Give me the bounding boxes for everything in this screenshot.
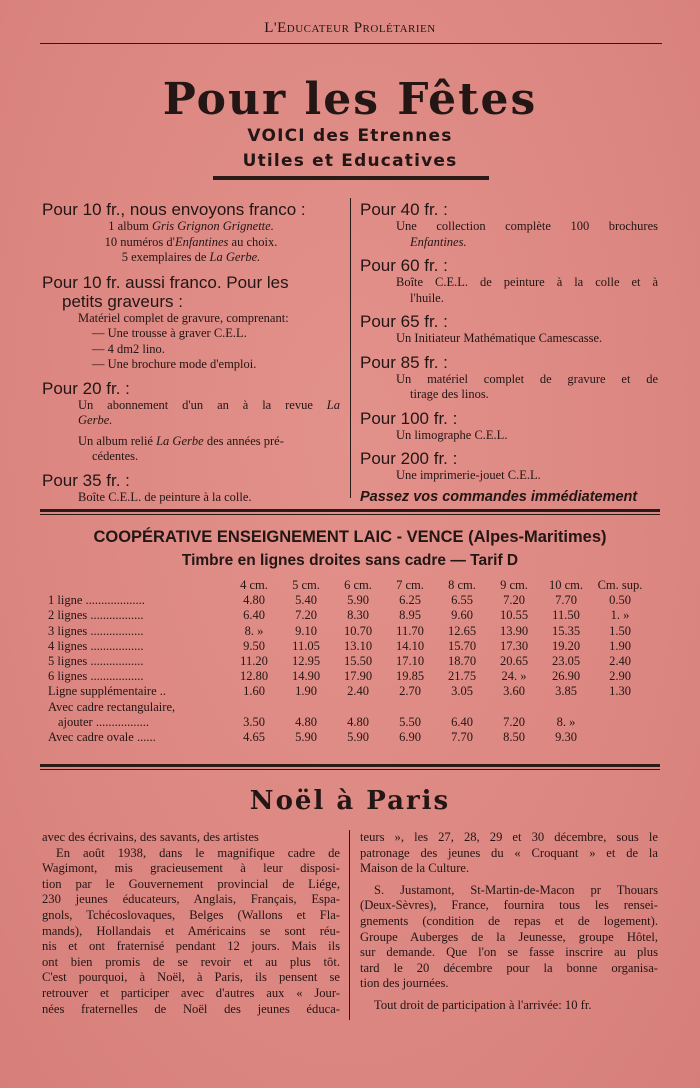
noel-left-line: ont bien promis de se revoir et au plus tôt. xyxy=(42,954,340,969)
page-title: Pour les Fêtes xyxy=(162,74,538,125)
noel-title: Noël à Paris xyxy=(249,786,451,816)
tarif-row-label: ajouter ................. xyxy=(58,714,149,729)
noel-left-column xyxy=(42,830,340,1017)
offers-right-column xyxy=(360,200,658,505)
tarif-cell: 19.85 xyxy=(395,669,425,684)
tarif-row xyxy=(40,593,648,608)
tarif-cell xyxy=(228,700,280,715)
tarif-row-label: Avec cadre ovale ...... xyxy=(48,729,156,744)
tarif-cell: 1.90 xyxy=(295,684,317,699)
offer-40fr-item-1-cont: Enfantines. xyxy=(410,234,467,249)
tarif-column-header: 9 cm. xyxy=(500,578,528,593)
tarif-cell: 9.50 xyxy=(243,638,265,653)
title-rule xyxy=(213,176,489,180)
tarif-column-header: 7 cm. xyxy=(396,578,424,593)
tarif-column-header: 4 cm. xyxy=(240,578,268,593)
offers-column-divider xyxy=(350,198,351,498)
noel-left-line: mands), Hollandais et Américains se sont réu- xyxy=(42,923,340,938)
tarif-cell: 12.65 xyxy=(447,623,477,638)
tarif-cell: 5.90 xyxy=(295,729,317,744)
tarif-cell: 6.25 xyxy=(399,593,421,608)
tarif-cell: 23.05 xyxy=(551,654,581,669)
tarif-cell: 13.10 xyxy=(343,638,373,653)
offer-100fr-heading: Pour 100 fr. : xyxy=(360,408,458,428)
tarif-cell: 21.75 xyxy=(447,669,477,684)
tarif-cell: 12.95 xyxy=(291,654,321,669)
tarif-cell: 1.60 xyxy=(243,684,265,699)
tarif-cell: 9.60 xyxy=(451,608,473,623)
tarif-cell: 15.70 xyxy=(447,638,477,653)
offer-100fr-item-1: Un limographe C.E.L. xyxy=(396,427,508,442)
running-header: L'Educateur Prolétarien xyxy=(264,20,436,36)
noel-right-line: gnements (condition de repas et de logement). xyxy=(360,913,658,928)
tarif-column-header: 8 cm. xyxy=(448,578,476,593)
tarif-cell: 6.55 xyxy=(451,593,473,608)
tarif-column-header: 6 cm. xyxy=(344,578,372,593)
noel-left-line: tion par le Gouvernement provincial de Liége, xyxy=(42,876,340,891)
offer-85fr-item-1-cont: tirage des linos. xyxy=(410,387,489,401)
tarif-cell: 26.90 xyxy=(551,669,581,684)
offer-60fr-heading: Pour 60 fr. : xyxy=(360,256,448,275)
tarif-cell: 1.30 xyxy=(609,684,631,699)
tarif-row-label: Ligne supplémentaire .. xyxy=(48,684,167,699)
tarif-cell: 17.90 xyxy=(343,669,373,684)
tarif-cell: 7.20 xyxy=(503,714,525,729)
tarif-cell: 4.80 xyxy=(243,593,265,608)
tarif-cell: 3.60 xyxy=(503,684,525,699)
tarif-row xyxy=(40,624,648,639)
tarif-cell: 15.50 xyxy=(343,654,373,669)
offer-60fr-item-1: Boîte C.E.L. de peinture à la colle et à xyxy=(396,275,658,289)
offer-graveurs-item-1: Matériel complet de gravure, comprenant: xyxy=(78,310,289,325)
tarif-cell xyxy=(280,700,332,715)
tarif-subtitle: Timbre en lignes droites sans cadre — Tarif D xyxy=(181,552,519,569)
tarif-column-header: 10 cm. xyxy=(548,578,584,593)
tarif-cell: 4.65 xyxy=(243,729,265,744)
tarif-cell: 9.10 xyxy=(295,623,317,638)
tarif-cell: 6.40 xyxy=(451,714,473,729)
offer-65fr-item-1: Un Initiateur Mathématique Camescasse. xyxy=(396,331,603,345)
tarif-row xyxy=(40,608,648,623)
tarif-table xyxy=(40,578,648,745)
tarif-cell: 11.50 xyxy=(552,608,580,623)
tarif-cell: 7.20 xyxy=(503,593,525,608)
noel-left-line: Wagimont, mis gracieusement à leur disposi- xyxy=(42,861,340,876)
section-rule-2a xyxy=(40,764,660,767)
tarif-header-blank xyxy=(40,578,228,593)
tarif-cell: 7.70 xyxy=(555,593,577,608)
offer-35fr-heading: Pour 35 fr. : xyxy=(42,470,130,490)
offer-10fr-item-3: 5 exemplaires de La Gerbe. xyxy=(121,250,261,264)
noel-left-line: nées fraternelles de Noël des jeunes éduca- xyxy=(42,1001,340,1016)
tarif-column-header: Cm. sup. xyxy=(597,578,643,593)
tarif-cell: 1.50 xyxy=(609,623,631,638)
tarif-cell: 2.90 xyxy=(609,669,631,684)
tarif-cell: 1. » xyxy=(610,608,630,623)
offer-10fr-item-1: 1 album Gris Grignon Grignette. xyxy=(108,219,274,233)
tarif-header-row xyxy=(40,578,648,593)
noel-left-line: retrouver et participer avec d'autres aux « Jour- xyxy=(42,985,340,1000)
noel-right-line: Groupe Auberges de la Jeunesse, groupe Hôtel, xyxy=(360,929,658,944)
tarif-row xyxy=(40,684,648,699)
subtitle-line-2: Utiles et Educatives xyxy=(242,151,458,171)
noel-left-line: C'est pourquoi, à Noël, à Paris, ils pensent se xyxy=(42,970,340,985)
offer-20fr-item-2: Un album relié La Gerbe des années pré- xyxy=(78,433,284,448)
tarif-row xyxy=(40,669,648,684)
noel-left-line: 230 jeunes éducateurs, Anglais, Français, Espa- xyxy=(42,892,340,907)
offer-200fr-item-1: Une imprimerie-jouet C.E.L. xyxy=(396,468,541,482)
offer-graveurs-heading-1: Pour 10 fr. aussi franco. Pour les xyxy=(42,272,289,292)
tarif-cell: 14.90 xyxy=(291,669,321,684)
tarif-column-header: 5 cm. xyxy=(292,578,320,593)
noel-right-line: teurs », les 27, 28, 29 et 30 décembre, sous le xyxy=(360,830,658,844)
tarif-row xyxy=(40,654,648,669)
noel-left-line: avec des écrivains, des savants, des artistes xyxy=(42,830,259,844)
noel-right-line: S. Justamont, St-Martin-de-Macon pr Thouars xyxy=(374,882,658,897)
section-rule-1a xyxy=(40,509,660,512)
tarif-cell: 8. » xyxy=(244,623,264,638)
tarif-cell: 15.35 xyxy=(551,623,581,638)
noel-left-line: gnols, Tchécoslovaques, Belges (Wallons et Fla- xyxy=(42,907,340,922)
tarif-cell: 8.95 xyxy=(399,608,421,623)
header-rule xyxy=(40,43,662,44)
tarif-cell: 10.55 xyxy=(499,608,529,623)
order-now-callout: Passez vos commandes immédiatement xyxy=(360,488,638,505)
tarif-row xyxy=(40,715,648,730)
tarif-cell: 8. » xyxy=(556,714,576,729)
tarif-cell: 9.30 xyxy=(555,729,577,744)
tarif-row xyxy=(40,730,648,745)
tarif-cell: 20.65 xyxy=(499,654,529,669)
offer-20fr-heading: Pour 20 fr. : xyxy=(42,378,130,398)
noel-right-column xyxy=(360,830,658,1014)
offer-10fr-item-2: 10 numéros d'Enfantines au choix. xyxy=(104,234,278,249)
tarif-cell: 3.50 xyxy=(243,714,265,729)
tarif-cell: 17.10 xyxy=(395,654,425,669)
tarif-cell: 8.50 xyxy=(503,729,525,744)
noel-left-line: nis et ont fraternisé pendant 12 jours. Mais ils xyxy=(42,939,340,954)
offer-20fr-item-2-cont: cédentes. xyxy=(92,449,139,463)
offer-85fr-heading: Pour 85 fr. : xyxy=(360,352,448,372)
tarif-cell xyxy=(436,700,488,715)
tarif-cell xyxy=(332,700,384,715)
offer-graveurs-item-2: — Une trousse à graver C.E.L. xyxy=(92,326,247,340)
tarif-cell: 2.70 xyxy=(399,684,421,699)
tarif-row-label: 1 ligne ................... xyxy=(48,593,145,608)
noel-left-line: En août 1938, dans le magnifique cadre de xyxy=(56,845,340,860)
tarif-cell: 2.40 xyxy=(347,684,369,699)
tarif-row-label: Avec cadre rectangulaire, xyxy=(48,699,176,714)
tarif-row xyxy=(40,700,648,715)
noel-right-line: tard le 20 décembre pour la bonne organisa- xyxy=(360,960,658,975)
tarif-row-label: 6 lignes ................. xyxy=(48,669,144,684)
tarif-cell xyxy=(540,700,592,715)
tarif-cell: 1.90 xyxy=(609,638,631,653)
tarif-cell: 14.10 xyxy=(395,638,425,653)
noel-right-line: tion des journées. xyxy=(360,976,449,991)
tarif-row-label: 3 lignes ................. xyxy=(48,623,144,638)
tarif-cell: 5.40 xyxy=(295,593,317,608)
tarif-cell: 10.70 xyxy=(343,623,373,638)
tarif-cell: 11.05 xyxy=(292,638,320,653)
tarif-cell xyxy=(592,730,648,745)
tarif-cell: 3.85 xyxy=(555,684,577,699)
tarif-cell xyxy=(384,700,436,715)
tarif-cell: 5.90 xyxy=(347,729,369,744)
offer-40fr-item-1: Une collection complète 100 brochures xyxy=(396,219,658,233)
tarif-cell: 7.70 xyxy=(451,729,473,744)
noel-right-line: patronage des jeunes du « Croquant » et de la xyxy=(360,845,658,860)
tarif-cell: 11.20 xyxy=(240,654,268,669)
offer-35fr-item-1: Boîte C.E.L. de peinture à la colle. xyxy=(78,489,252,504)
tarif-row-label: 2 lignes ................. xyxy=(48,608,144,623)
noel-right-line: Maison de la Culture. xyxy=(360,861,470,876)
tarif-cell: 13.90 xyxy=(499,623,529,638)
noel-right-line: Tout droit de participation à l'arrivée: 10 fr. xyxy=(374,997,592,1012)
tarif-cell: 5.90 xyxy=(347,593,369,608)
tarif-row xyxy=(40,639,648,654)
tarif-cell xyxy=(592,715,648,730)
section-rule-1b xyxy=(40,514,660,515)
tarif-cell: 4.80 xyxy=(295,714,317,729)
tarif-cell: 2.40 xyxy=(609,654,631,669)
offer-60fr-item-1-cont: l'huile. xyxy=(410,290,444,305)
subtitle-line-1: VOICI des Etrennes xyxy=(247,126,453,146)
offer-85fr-item-1: Un matériel complet de gravure et de xyxy=(396,371,658,386)
tarif-cell: 12.80 xyxy=(239,669,269,684)
tarif-cell xyxy=(488,700,540,715)
offer-20fr-item-1-cont: Gerbe. xyxy=(78,413,113,427)
tarif-cell: 17.30 xyxy=(499,638,529,653)
tarif-cell: 5.50 xyxy=(399,714,421,729)
tarif-cell: 7.20 xyxy=(295,608,317,623)
offer-200fr-heading: Pour 200 fr. : xyxy=(360,449,458,468)
tarif-cell: 19.20 xyxy=(551,638,581,653)
tarif-cell: 6.90 xyxy=(399,729,421,744)
offer-65fr-heading: Pour 65 fr. : xyxy=(360,312,448,331)
tarif-cell: 0.50 xyxy=(609,593,631,608)
tarif-cell xyxy=(592,700,648,715)
section-rule-2b xyxy=(40,769,660,770)
offer-20fr-item-1: Un abonnement d'un an à la revue La xyxy=(78,397,340,412)
tarif-cell: 4.80 xyxy=(347,714,369,729)
cooperative-heading: COOPÉRATIVE ENSEIGNEMENT LAIC - VENCE (Alpes-Maritimes) xyxy=(93,528,607,546)
offer-graveurs-item-4: — Une brochure mode d'emploi. xyxy=(92,357,257,371)
tarif-cell: 24. » xyxy=(501,669,527,684)
tarif-cell: 11.70 xyxy=(396,623,424,638)
tarif-row-label: 5 lignes ................. xyxy=(48,654,144,669)
offers-left-column xyxy=(42,200,340,505)
tarif-cell: 8.30 xyxy=(347,608,369,623)
tarif-cell: 6.40 xyxy=(243,608,265,623)
tarif-cell: 18.70 xyxy=(447,654,477,669)
noel-column-divider xyxy=(349,830,350,1020)
tarif-row-label: 4 lignes ................. xyxy=(48,638,144,653)
noel-right-line: sur demande. Que l'on se fasse inscrire au plus xyxy=(360,945,658,960)
offer-10fr-heading: Pour 10 fr., nous envoyons franco : xyxy=(42,200,306,219)
offer-40fr-heading: Pour 40 fr. : xyxy=(360,200,448,219)
offer-graveurs-item-3: — 4 dm2 lino. xyxy=(92,341,165,356)
noel-right-line: (Deux-Sèvres), France, fournira tous les rensei- xyxy=(360,898,658,913)
tarif-cell: 3.05 xyxy=(451,684,473,699)
offer-graveurs-heading-2: petits graveurs : xyxy=(62,291,183,311)
